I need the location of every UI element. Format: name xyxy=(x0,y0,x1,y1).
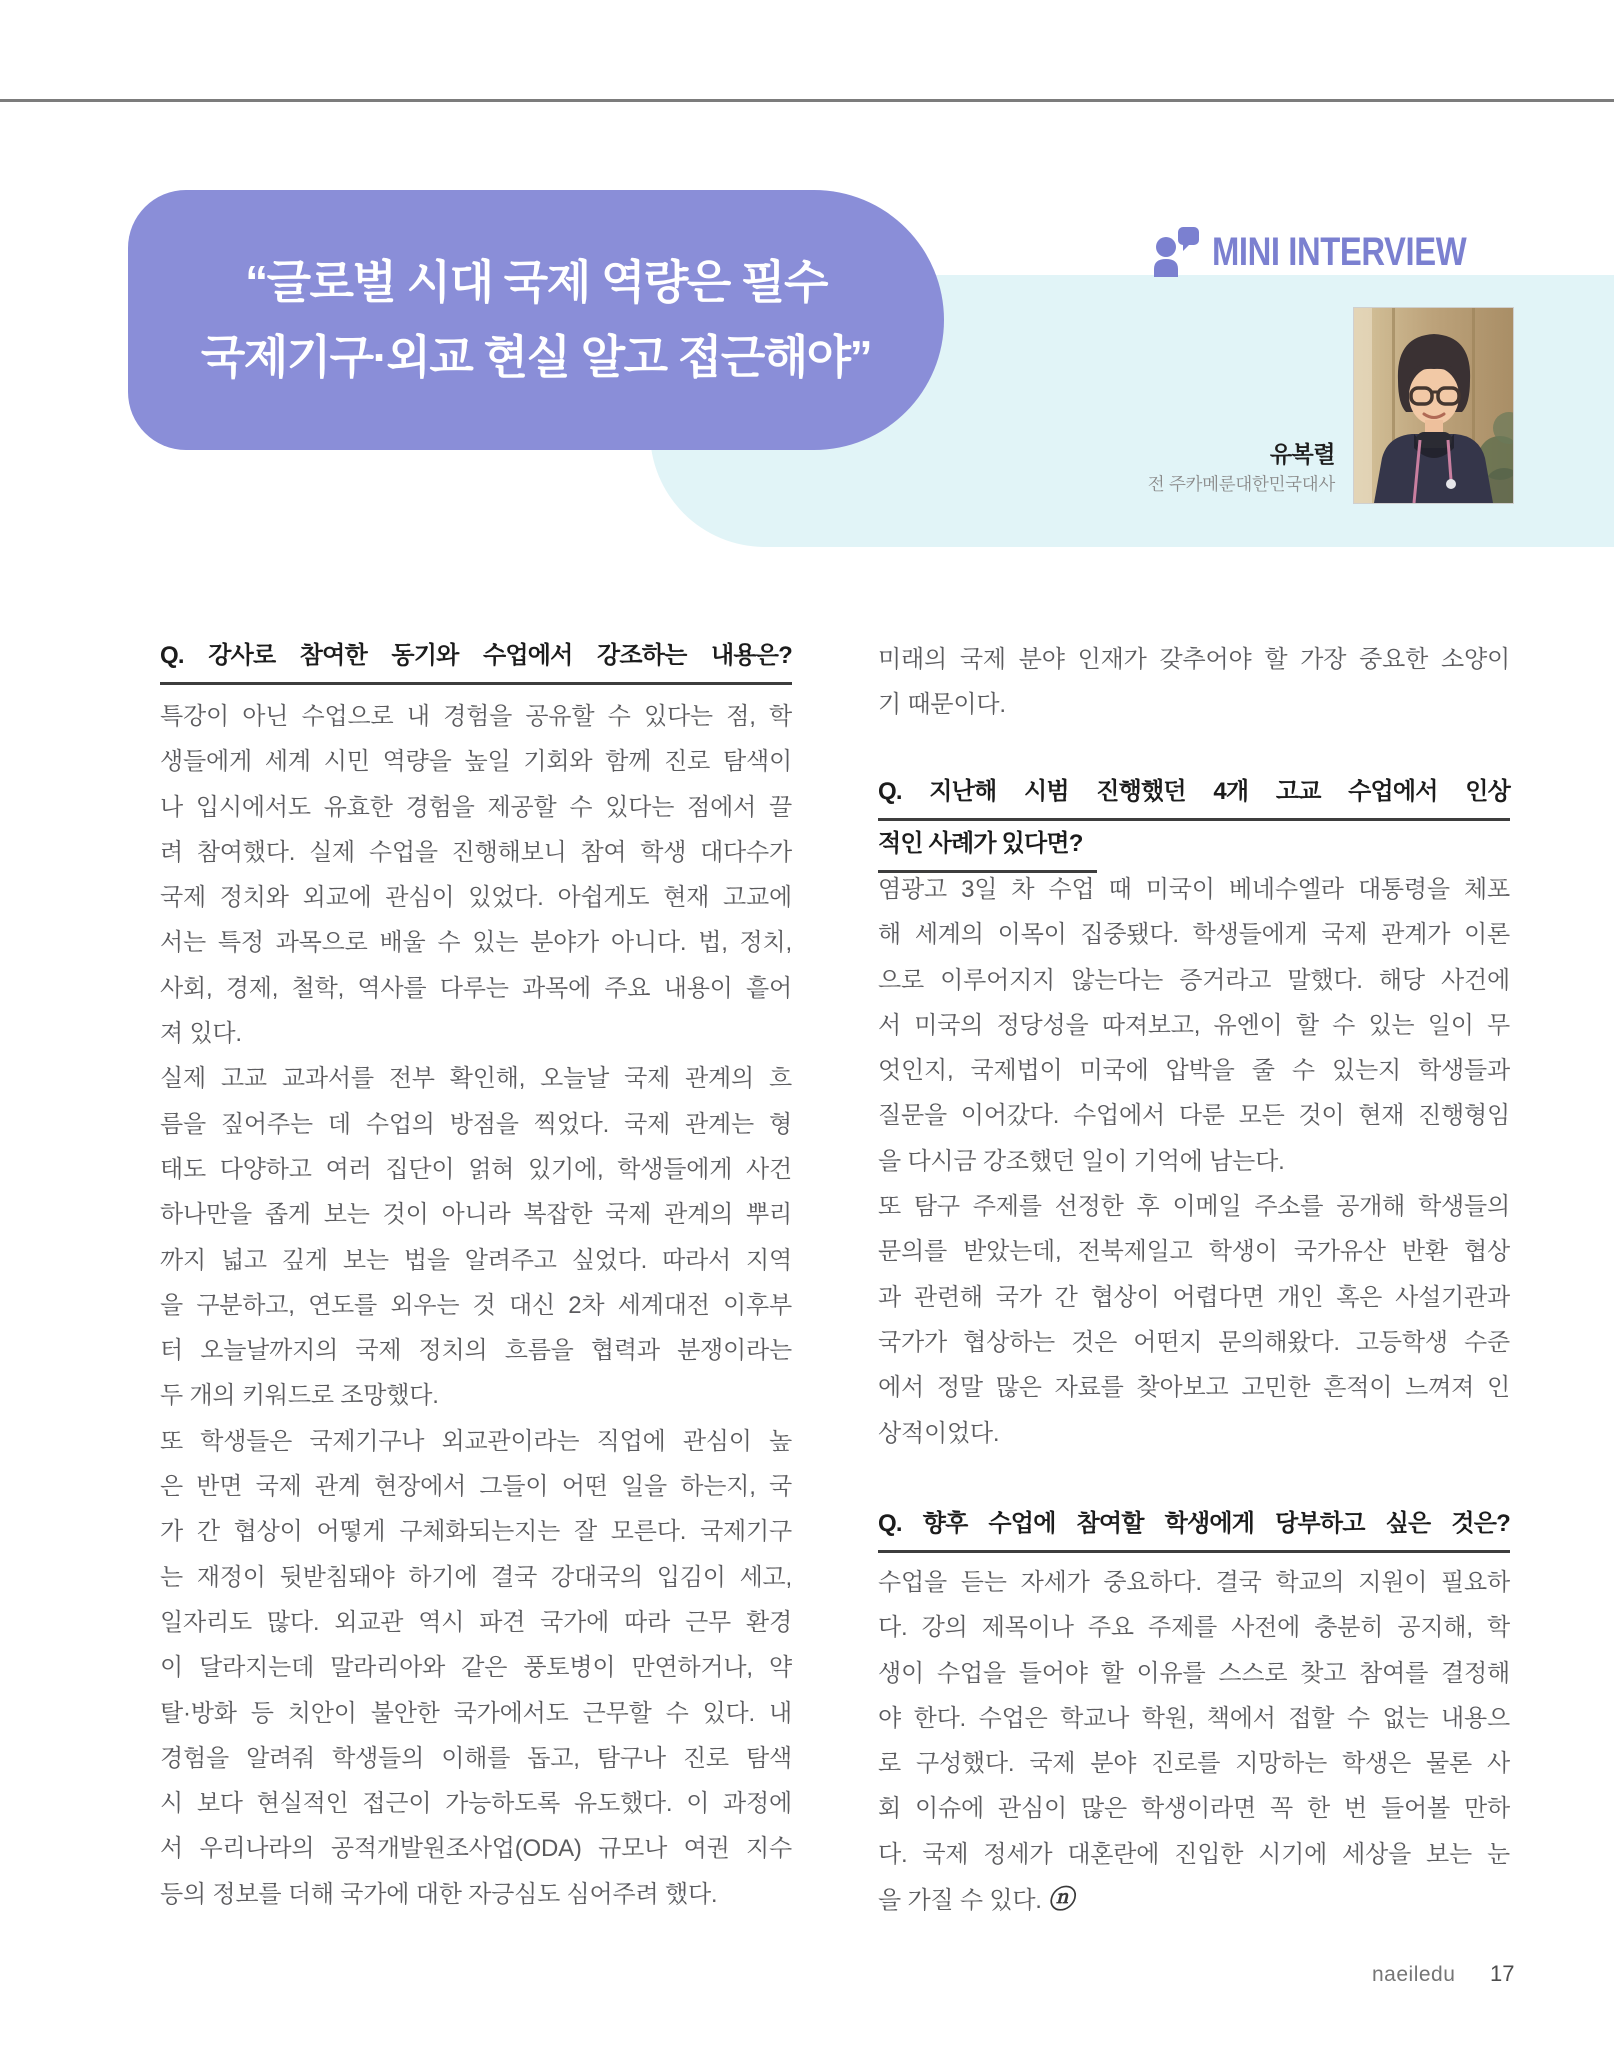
text-line: 수업을 듣는 자세가 중요하다. 결국 학교의 지원이 필요하 xyxy=(878,1569,1510,1596)
text-line: 는 재정이 뒷받침돼야 하기에 결국 강대국의 입김이 세고, xyxy=(160,1563,792,1591)
text-line: 져 있다. xyxy=(160,1020,242,1048)
answer-body-3 xyxy=(878,1560,1510,1923)
text-line: 야 한다. 수업은 학교나 학원, 책에서 접할 수 없는 내용으 xyxy=(878,1704,1510,1732)
answer-body-1-continued xyxy=(878,637,1510,728)
headline-line-1: “글로벌 시대 국제 역량은 필수 xyxy=(245,256,827,308)
text-line: 은 반면 국제 관계 현장에서 그들이 어떤 일을 하는지, 국 xyxy=(160,1473,792,1501)
text-line: 생이 수업을 들어야 할 이유를 스스로 찾고 참여를 결정해 xyxy=(878,1659,1510,1687)
text-line: 문의를 받았는데, 전북제일고 학생이 국가유산 반환 협상 xyxy=(878,1238,1510,1266)
text-line: 과 관련해 국가 간 협상이 어렵다면 개인 혹은 사설기관과 xyxy=(878,1283,1510,1311)
question-heading-2-line-2: 적인 사례가 있다면? xyxy=(878,824,1510,873)
interviewee-title: 전 주카메룬대한민국대사 xyxy=(1147,474,1335,494)
text-line: 다. 국제 정세가 대혼란에 진입한 시기에 세상을 보는 눈 xyxy=(878,1840,1510,1868)
text-line: 나 입시에서도 유효한 경험을 제공할 수 있다는 점에서 끌 xyxy=(160,793,792,821)
interviewee-name: 유복렬 xyxy=(1269,441,1335,467)
text-line: 사회, 경제, 철학, 역사를 다루는 과목에 주요 내용이 흩어 xyxy=(160,974,792,1002)
text-line: 두 개의 키워드로 조망했다. xyxy=(160,1382,439,1410)
text-line: 을 다시금 강조했던 일이 기억에 남는다. xyxy=(878,1147,1285,1175)
text-line: 로 구성했다. 국제 분야 진로를 지망하는 학생은 물론 사 xyxy=(878,1750,1510,1778)
text-line: 다. 강의 제목이나 주요 주제를 사전에 충분히 공지해, 학 xyxy=(878,1614,1510,1642)
text-line: 터 오늘날까지의 국제 정치의 흐름을 협력과 분쟁이라는 xyxy=(160,1337,792,1365)
text-line: 엇인지, 국제법이 미국에 압박을 줄 수 있는지 학생들과 xyxy=(878,1057,1510,1085)
text-line: 질문을 이어갔다. 수업에서 다룬 모든 것이 현재 진행형임 xyxy=(878,1102,1510,1130)
text-line: 염광고 3일 차 수업 때 미국이 베네수엘라 대통령을 체포 xyxy=(878,876,1510,903)
text-line: 국제 정치와 외교에 관심이 있었다. 아쉽게도 현재 고교에 xyxy=(160,884,792,912)
headline-line-2: 국제기구·외교 현실 알고 접근해야” xyxy=(200,331,872,383)
text-line: 름을 짚어주는 데 수업의 방점을 찍었다. 국제 관계는 형 xyxy=(160,1110,792,1138)
text-line: 국가가 협상하는 것은 어떤지 문의해왔다. 고등학생 수준 xyxy=(878,1328,1510,1356)
mini-interview-label: MINI INTERVIEW xyxy=(1212,229,1467,274)
question-heading-2-line-1: Q. 지난해 시범 진행했던 4개 고교 수업에서 인상 xyxy=(878,772,1510,821)
text-line: 또 학생들은 국제기구나 외교관이라는 직업에 관심이 높 xyxy=(160,1427,792,1455)
text-line: 까지 넓고 깊게 보는 법을 알려주고 싶었다. 따라서 지역 xyxy=(160,1246,792,1274)
top-rule-divider xyxy=(0,99,1614,102)
text-line: 탈·방화 등 치안이 불안한 국가에서도 근무할 수 있다. 내 xyxy=(160,1699,792,1727)
text-line: 하나만을 좁게 보는 것이 아니라 복잡한 국제 관계의 뿌리 xyxy=(160,1201,792,1229)
text-line: 경험을 알려줘 학생들의 이해를 돕고, 탐구나 진로 탐색 xyxy=(160,1744,792,1772)
text-line: 이 달라지는데 말라리아와 같은 풍토병이 만연하거나, 약 xyxy=(160,1654,792,1682)
text-line: 생들에게 세계 시민 역량을 높일 기회와 함께 진로 탐색이 xyxy=(160,748,792,776)
text-line: 미래의 국제 분야 인재가 갖추어야 할 가장 중요한 소양이 xyxy=(878,646,1510,673)
mini-interview-header xyxy=(1152,226,1522,278)
text-line: 일자리도 많다. 외교관 역시 파견 국가에 따라 근무 환경 xyxy=(160,1608,792,1636)
footer-page-number: 17 xyxy=(1490,1961,1515,1986)
question-heading-1: Q. 강사로 참여한 동기와 수업에서 강조하는 내용은? xyxy=(160,636,792,685)
text-line: 에서 정말 많은 자료를 찾아보고 고민한 흔적이 느껴져 인 xyxy=(878,1374,1510,1402)
text-line: 상적이었다. xyxy=(878,1419,1000,1447)
text-line: 특강이 아닌 수업으로 내 경험을 공유할 수 있다는 점, 학 xyxy=(160,703,792,730)
text-line: 을 가질 수 있다. ⓝ xyxy=(878,1885,1074,1915)
headline-banner xyxy=(128,190,944,450)
text-line: 으로 이루어지지 않는다는 증거라고 말했다. 해당 사건에 xyxy=(878,966,1511,994)
text-line: 려 참여했다. 실제 수업을 진행해보니 참여 학생 대다수가 xyxy=(160,838,792,866)
question-heading-3: Q. 향후 수업에 참여할 학생에게 당부하고 싶은 것은? xyxy=(878,1504,1510,1553)
text-line: 시 보다 현실적인 접근이 가능하도록 유도했다. 이 과정에 xyxy=(160,1790,792,1818)
text-line: 등의 정보를 더해 국가에 대한 자긍심도 심어주려 했다. xyxy=(160,1880,718,1908)
text-line: 을 구분하고, 연도를 외우는 것 대신 2차 세계대전 이후부 xyxy=(160,1291,792,1319)
text-line: 가 간 협상이 어떻게 구체화되는지는 잘 모른다. 국제기구 xyxy=(160,1518,792,1546)
text-line: 또 탐구 주제를 선정한 후 이메일 주소를 공개해 학생들의 xyxy=(878,1193,1510,1221)
text-line: 해 세계의 이목이 집중됐다. 학생들에게 국제 관계가 이론 xyxy=(878,921,1510,949)
text-line: 서 미국의 정당성을 따져보고, 유엔이 할 수 있는 일이 무 xyxy=(878,1011,1510,1039)
text-line: 회 이슈에 관심이 많은 학생이라면 꼭 한 번 들어볼 만하 xyxy=(878,1795,1510,1823)
text-line: 실제 고교 교과서를 전부 확인해, 오늘날 국제 관계의 흐 xyxy=(160,1065,792,1093)
answer-body-1 xyxy=(160,694,792,1917)
person-speech-bubble-icon xyxy=(1152,227,1212,277)
answer-body-2 xyxy=(878,867,1510,1456)
text-line: 서는 특정 과목으로 배울 수 있는 분야가 아니다. 법, 정치, xyxy=(160,929,792,957)
text-line: 태도 다양하고 여러 집단이 얽혀 있기에, 학생들에게 사건 xyxy=(160,1155,792,1183)
text-line: 기 때문이다. xyxy=(878,691,1006,719)
interviewee-photo xyxy=(1353,307,1514,504)
question-heading-2 xyxy=(878,772,1510,873)
footer-brand: naeiledu xyxy=(1372,1963,1456,1986)
text-line: 서 우리나라의 공적개발원조사업(ODA) 규모나 여권 지수 xyxy=(160,1835,792,1863)
article-end-mark: ⓝ xyxy=(1047,1885,1074,1915)
